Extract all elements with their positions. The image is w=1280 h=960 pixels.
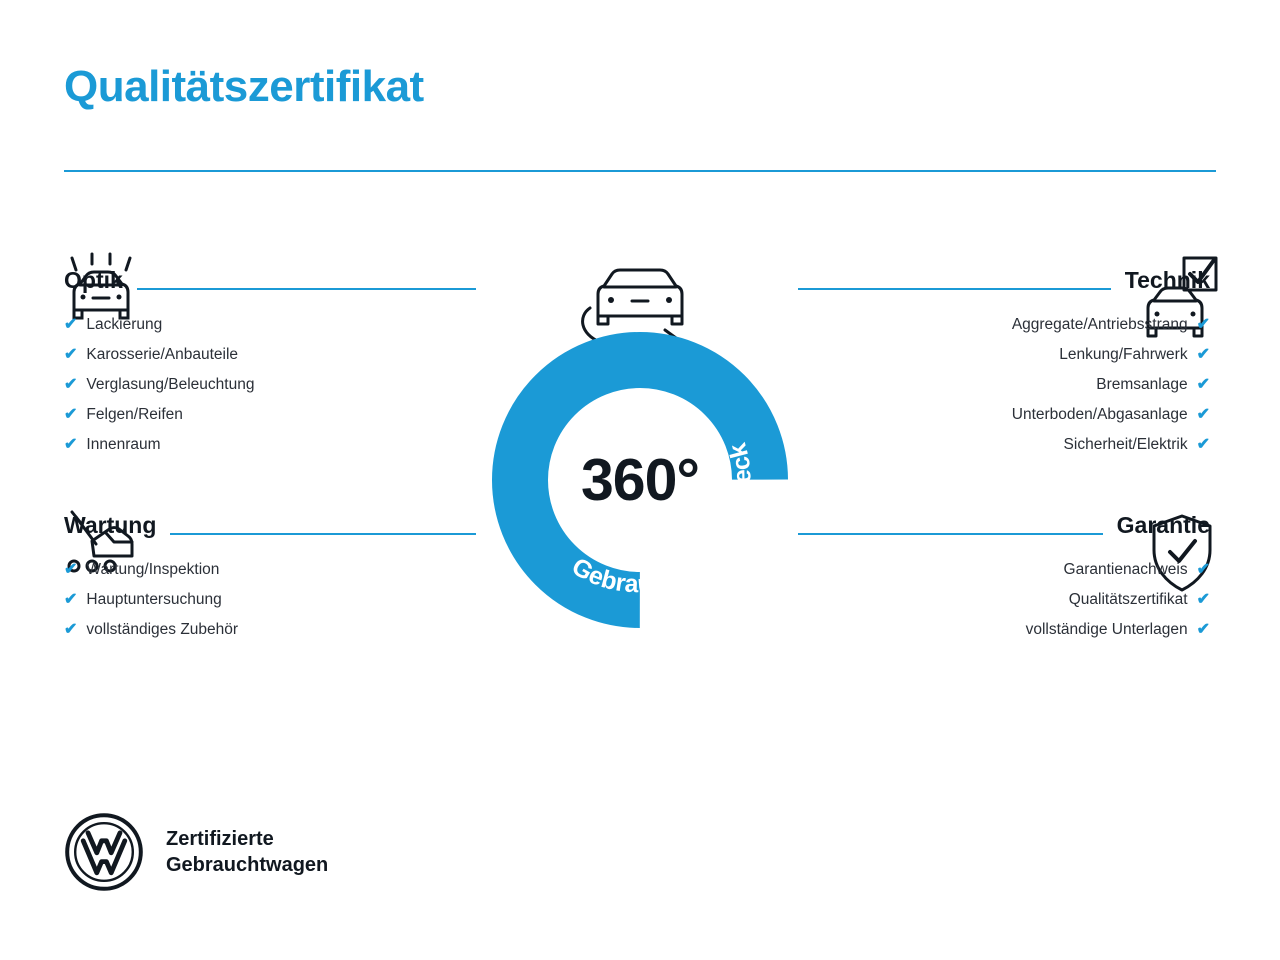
list-item-label: Wartung/Inspektion <box>86 561 220 578</box>
section-optik <box>64 250 476 460</box>
list-item <box>64 310 476 340</box>
list-item-label: vollständige Unterlagen <box>1025 621 1188 638</box>
list-item-label: Unterboden/Abgasanlage <box>1011 406 1188 423</box>
list-item-label: Bremsanlage <box>1096 376 1188 393</box>
check-icon: ✔ <box>64 621 78 638</box>
section-wartung-title: Wartung <box>64 512 157 538</box>
check-ring <box>488 328 792 632</box>
footer-text <box>166 826 328 878</box>
check-icon: ✔ <box>64 346 78 363</box>
section-garantie-header <box>798 495 1210 541</box>
list-item <box>64 585 476 615</box>
list-item-label: vollständiges Zubehör <box>86 621 239 638</box>
check-icon: ✔ <box>1196 621 1210 638</box>
section-wartung-list <box>64 555 476 645</box>
check-icon: ✔ <box>64 376 78 393</box>
page-title: Qualitätszertifikat <box>64 62 424 111</box>
vw-logo-icon <box>64 812 144 892</box>
list-item-label: Verglasung/Beleuchtung <box>86 376 255 393</box>
section-technik-rule <box>798 288 1111 290</box>
section-technik-list <box>798 310 1210 460</box>
section-wartung-rule <box>170 533 476 535</box>
list-item <box>798 400 1210 430</box>
list-item-label: Garantienachweis <box>1063 561 1188 578</box>
list-item-label: Hauptuntersuchung <box>86 591 222 608</box>
list-item-label: Sicherheit/Elektrik <box>1063 436 1188 453</box>
section-wartung <box>64 495 476 645</box>
check-icon: ✔ <box>64 591 78 608</box>
section-optik-title: Optik <box>64 267 123 293</box>
section-optik-header <box>64 250 476 296</box>
check-icon: ✔ <box>64 436 78 453</box>
check-icon: ✔ <box>1196 346 1210 363</box>
section-technik-header <box>798 250 1210 296</box>
list-item <box>64 370 476 400</box>
list-item <box>798 430 1210 460</box>
footer-line-2: Gebrauchtwagen <box>166 854 329 876</box>
check-icon: ✔ <box>64 406 78 423</box>
section-optik-list <box>64 310 476 460</box>
list-item <box>798 615 1210 645</box>
check-icon: ✔ <box>1196 561 1210 578</box>
svg-text:Gebrauchtwagen-Check: Gebrauchtwagen-Check <box>566 440 757 599</box>
section-optik-rule <box>137 288 476 290</box>
section-garantie-rule <box>798 533 1103 535</box>
section-garantie-title: Garantie <box>1116 512 1210 538</box>
check-icon: ✔ <box>64 561 78 578</box>
section-technik <box>798 250 1210 460</box>
check-icon: ✔ <box>1196 376 1210 393</box>
check-badge <box>470 250 810 630</box>
check-icon: ✔ <box>1196 591 1210 608</box>
list-item <box>798 370 1210 400</box>
list-item <box>64 615 476 645</box>
title-divider <box>64 170 1216 172</box>
list-item <box>798 555 1210 585</box>
check-icon: ✔ <box>1196 316 1210 333</box>
list-item <box>798 585 1210 615</box>
list-item <box>64 340 476 370</box>
check-icon: ✔ <box>64 316 78 333</box>
list-item-label: Innenraum <box>86 436 161 453</box>
list-item-label: Karosserie/Anbauteile <box>86 346 239 363</box>
list-item-label: Lenkung/Fahrwerk <box>1059 346 1188 363</box>
footer-line-1: Zertifizierte <box>166 828 274 850</box>
list-item <box>64 400 476 430</box>
list-item-label: Aggregate/Antriebsstrang <box>1011 316 1188 333</box>
section-wartung-header <box>64 495 476 541</box>
check-icon: ✔ <box>1196 436 1210 453</box>
list-item-label: Felgen/Reifen <box>86 406 183 423</box>
list-item <box>798 310 1210 340</box>
list-item <box>798 340 1210 370</box>
footer-brand <box>64 812 328 892</box>
list-item <box>64 430 476 460</box>
section-garantie-list <box>798 555 1210 645</box>
check-icon: ✔ <box>1196 406 1210 423</box>
list-item-label: Qualitätszertifikat <box>1068 591 1188 608</box>
list-item-label: Lackierung <box>86 316 163 333</box>
check-value: 360° <box>580 447 700 513</box>
section-technik-title: Technik <box>1124 267 1210 293</box>
section-garantie <box>798 495 1210 645</box>
list-item <box>64 555 476 585</box>
